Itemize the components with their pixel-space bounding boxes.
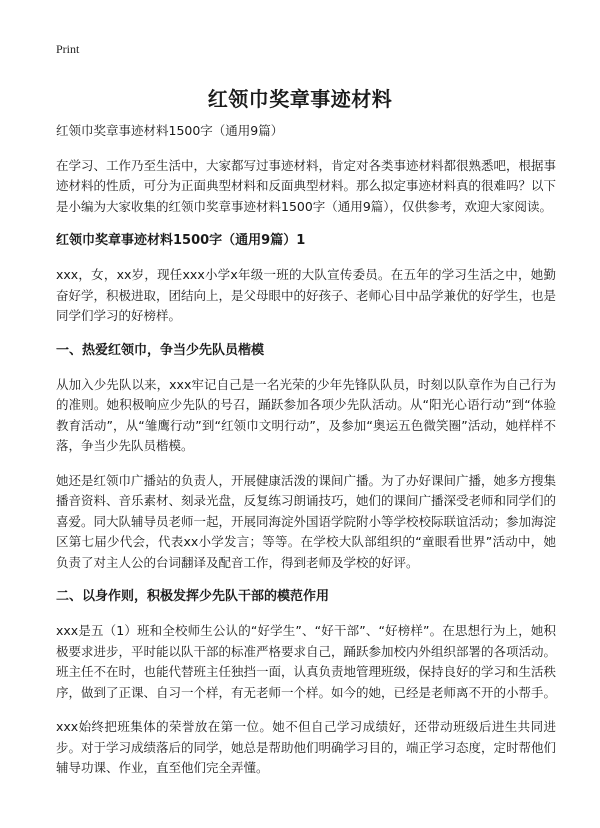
document-title: 红领巾奖章事迹材料 — [207, 87, 393, 111]
article-heading: 红领巾奖章事迹材料1500字（通用9篇）1 — [56, 233, 306, 248]
section1-heading: 一、热爱红领巾，争当少先队员楷模 — [56, 342, 265, 358]
document-subtitle: 红领巾奖章事迹材料1500字（通用9篇） — [56, 123, 284, 138]
section2-paragraph-2: xxx始终把班集体的荣誉放在第一位。她不但自己学习成绩好，还带动班级后进生共同进步。对于学习成绩落后的同学，她总是帮助他们明确学习目的，端正学习态度，定时帮他们辅导功课、作业，直至他们完全弄懂。 — [56, 719, 557, 775]
section2-heading: 二、以身作则，积极发挥少先队干部的模范作用 — [56, 589, 330, 604]
print-link[interactable]: Print — [56, 42, 80, 56]
section2-paragraph-1: xxx是五（1）班和全校师生公认的“好学生”、“好干部”、“好榜样”。在思想行为上，她积极要求进步，平时能以队干部的标准严格要求自己，踊跃参加校内外组织部署的各项活动。班主任不在时，也能代替班主任独挡一面，认真负责地管理班级，保持良好的学习和生活秩序，做到了正课、自习一个样，有无老师一个样。如今的她，已经是老师离不开的小帮手。 — [56, 623, 557, 700]
section1-paragraph-1: 从加入少先队以来，xxx牢记自己是一名光荣的少年先锋队队员，时刻以队章作为自己行为的准则。她积极响应少先队的号召，踊跃参加各项少先队活动。从“阳光心语行动”到“体验教育活动”，从“雏鹰行动”到“红领巾文明行动”，及参加“奥运五色微笑圈”活动，她样样不落，争当少先队员楷模。 — [56, 376, 556, 453]
section1-paragraph-2: 她还是红领巾广播站的负责人，开展健康活泼的课间广播。为了办好课间广播，她多方搜集播音资料、音乐素材、刻录光盘，反复练习朗诵技巧，她们的课间广播深受老师和同学们的喜爱。同大队辅导员老师一起，开展同海淀外国语学院附小等学校校际联谊活动；参加海淀区第七届少代会，代表xx小学发言；等等。在学校大队部组织的“童眼看世界”活动中，她负责了对主人公的台词翻译及配音工作，得到老师及学校的好评。 — [56, 472, 557, 570]
article-intro-paragraph: xxx，女，xx岁，现任xxx小学x年级一班的大队宣传委员。在五年的学习生活之中，她勤奋好学，积极进取，团结向上，是父母眼中的好孩子、老师心目中品学兼优的好学生，也是同学们学习的好榜样。 — [56, 267, 557, 323]
document-body — [56, 121, 556, 793]
intro-paragraph: 在学习、工作乃至生活中，大家都写过事迹材料，肯定对各类事迹材料都很熟悉吧，根据事迹材料的性质，可分为正面典型材料和反面典型材料。那么拟定事迹材料真的很难吗？以下是小编为大家收集的红领巾奖章事迹材料1500字（通用9篇），仅供参考，欢迎大家阅读。 — [56, 157, 557, 214]
